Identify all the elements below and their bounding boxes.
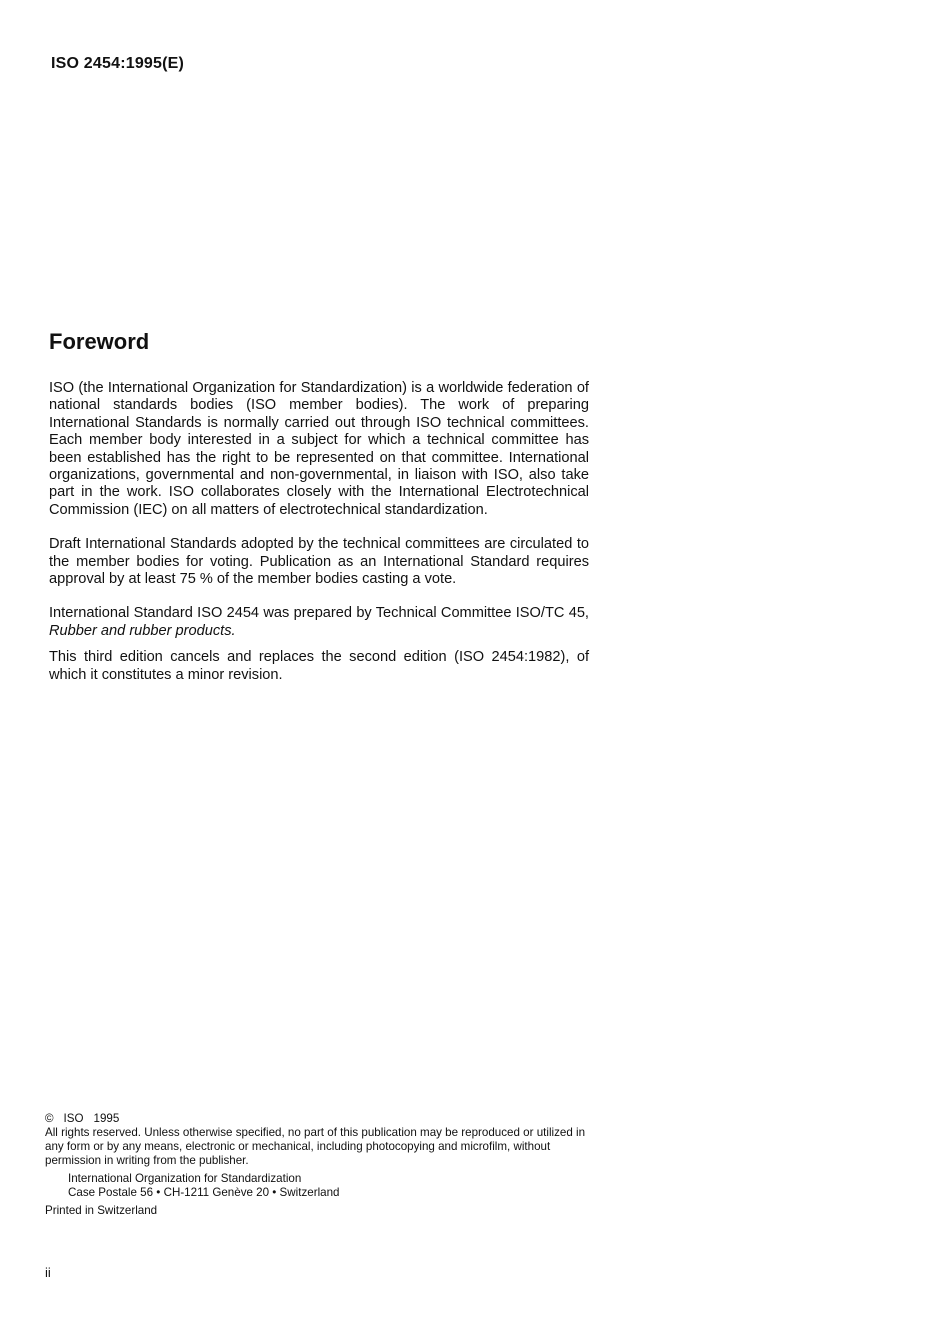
- committee-text: International Standard ISO 2454 was prepared by Technical Committee ISO/TC 45,: [49, 605, 589, 622]
- copyright-holder: ISO: [63, 1112, 84, 1125]
- copyright-symbol: ©: [45, 1112, 54, 1125]
- foreword-body: [49, 380, 589, 701]
- foreword-paragraph-4: This third edition cancels and replaces the second edition (ISO 2454:1982), of which it constitutes a minor revision.: [49, 649, 589, 683]
- foreword-paragraph-2: Draft International Standards adopted by the technical committees are circulated to the member bodies for voting. Publication as an International Standard requires approval by at least 75 % of the member bodies casting a vote.: [49, 536, 589, 588]
- printed-in: Printed in Switzerland: [45, 1204, 158, 1217]
- committee-title: Rubber and rubber products.: [49, 622, 236, 639]
- publisher-address: [68, 1172, 590, 1200]
- copyright-notice: [45, 1112, 590, 1218]
- foreword-paragraph-1: ISO (the International Organization for Standardization) is a worldwide federation of national standards bodies (ISO member bodies). The work of preparing International Standards is normally carried out through ISO technical committees. Each member body interested in a subject for which a technical committee has been established has the right to be represented on that committee. International organizations, governmental and non-governmental, in liaison with ISO, also take part in the work. ISO collaborates closely with the International Electrotechnical Commission (IEC) on all matters of electrotechnical standardization.: [49, 380, 589, 518]
- copyright-line: [45, 1112, 590, 1126]
- foreword-paragraph-3: [49, 605, 589, 640]
- copyright-year: 1995: [93, 1112, 120, 1125]
- document-identifier: ISO 2454:1995(E): [51, 55, 185, 72]
- page-number: ii: [45, 1265, 51, 1280]
- rights-statement: All rights reserved. Unless otherwise specified, no part of this publication may be reproduced or utilized in any form or by any means, electronic or mechanical, including photocopying and microfilm, without permission in writing from the publisher.: [45, 1126, 586, 1167]
- publisher-postal: Case Postale 56 • CH-1211 Genève 20 • Switzerland: [68, 1186, 340, 1199]
- publisher-name: International Organization for Standardization: [68, 1172, 302, 1185]
- page-title: Foreword: [49, 329, 150, 354]
